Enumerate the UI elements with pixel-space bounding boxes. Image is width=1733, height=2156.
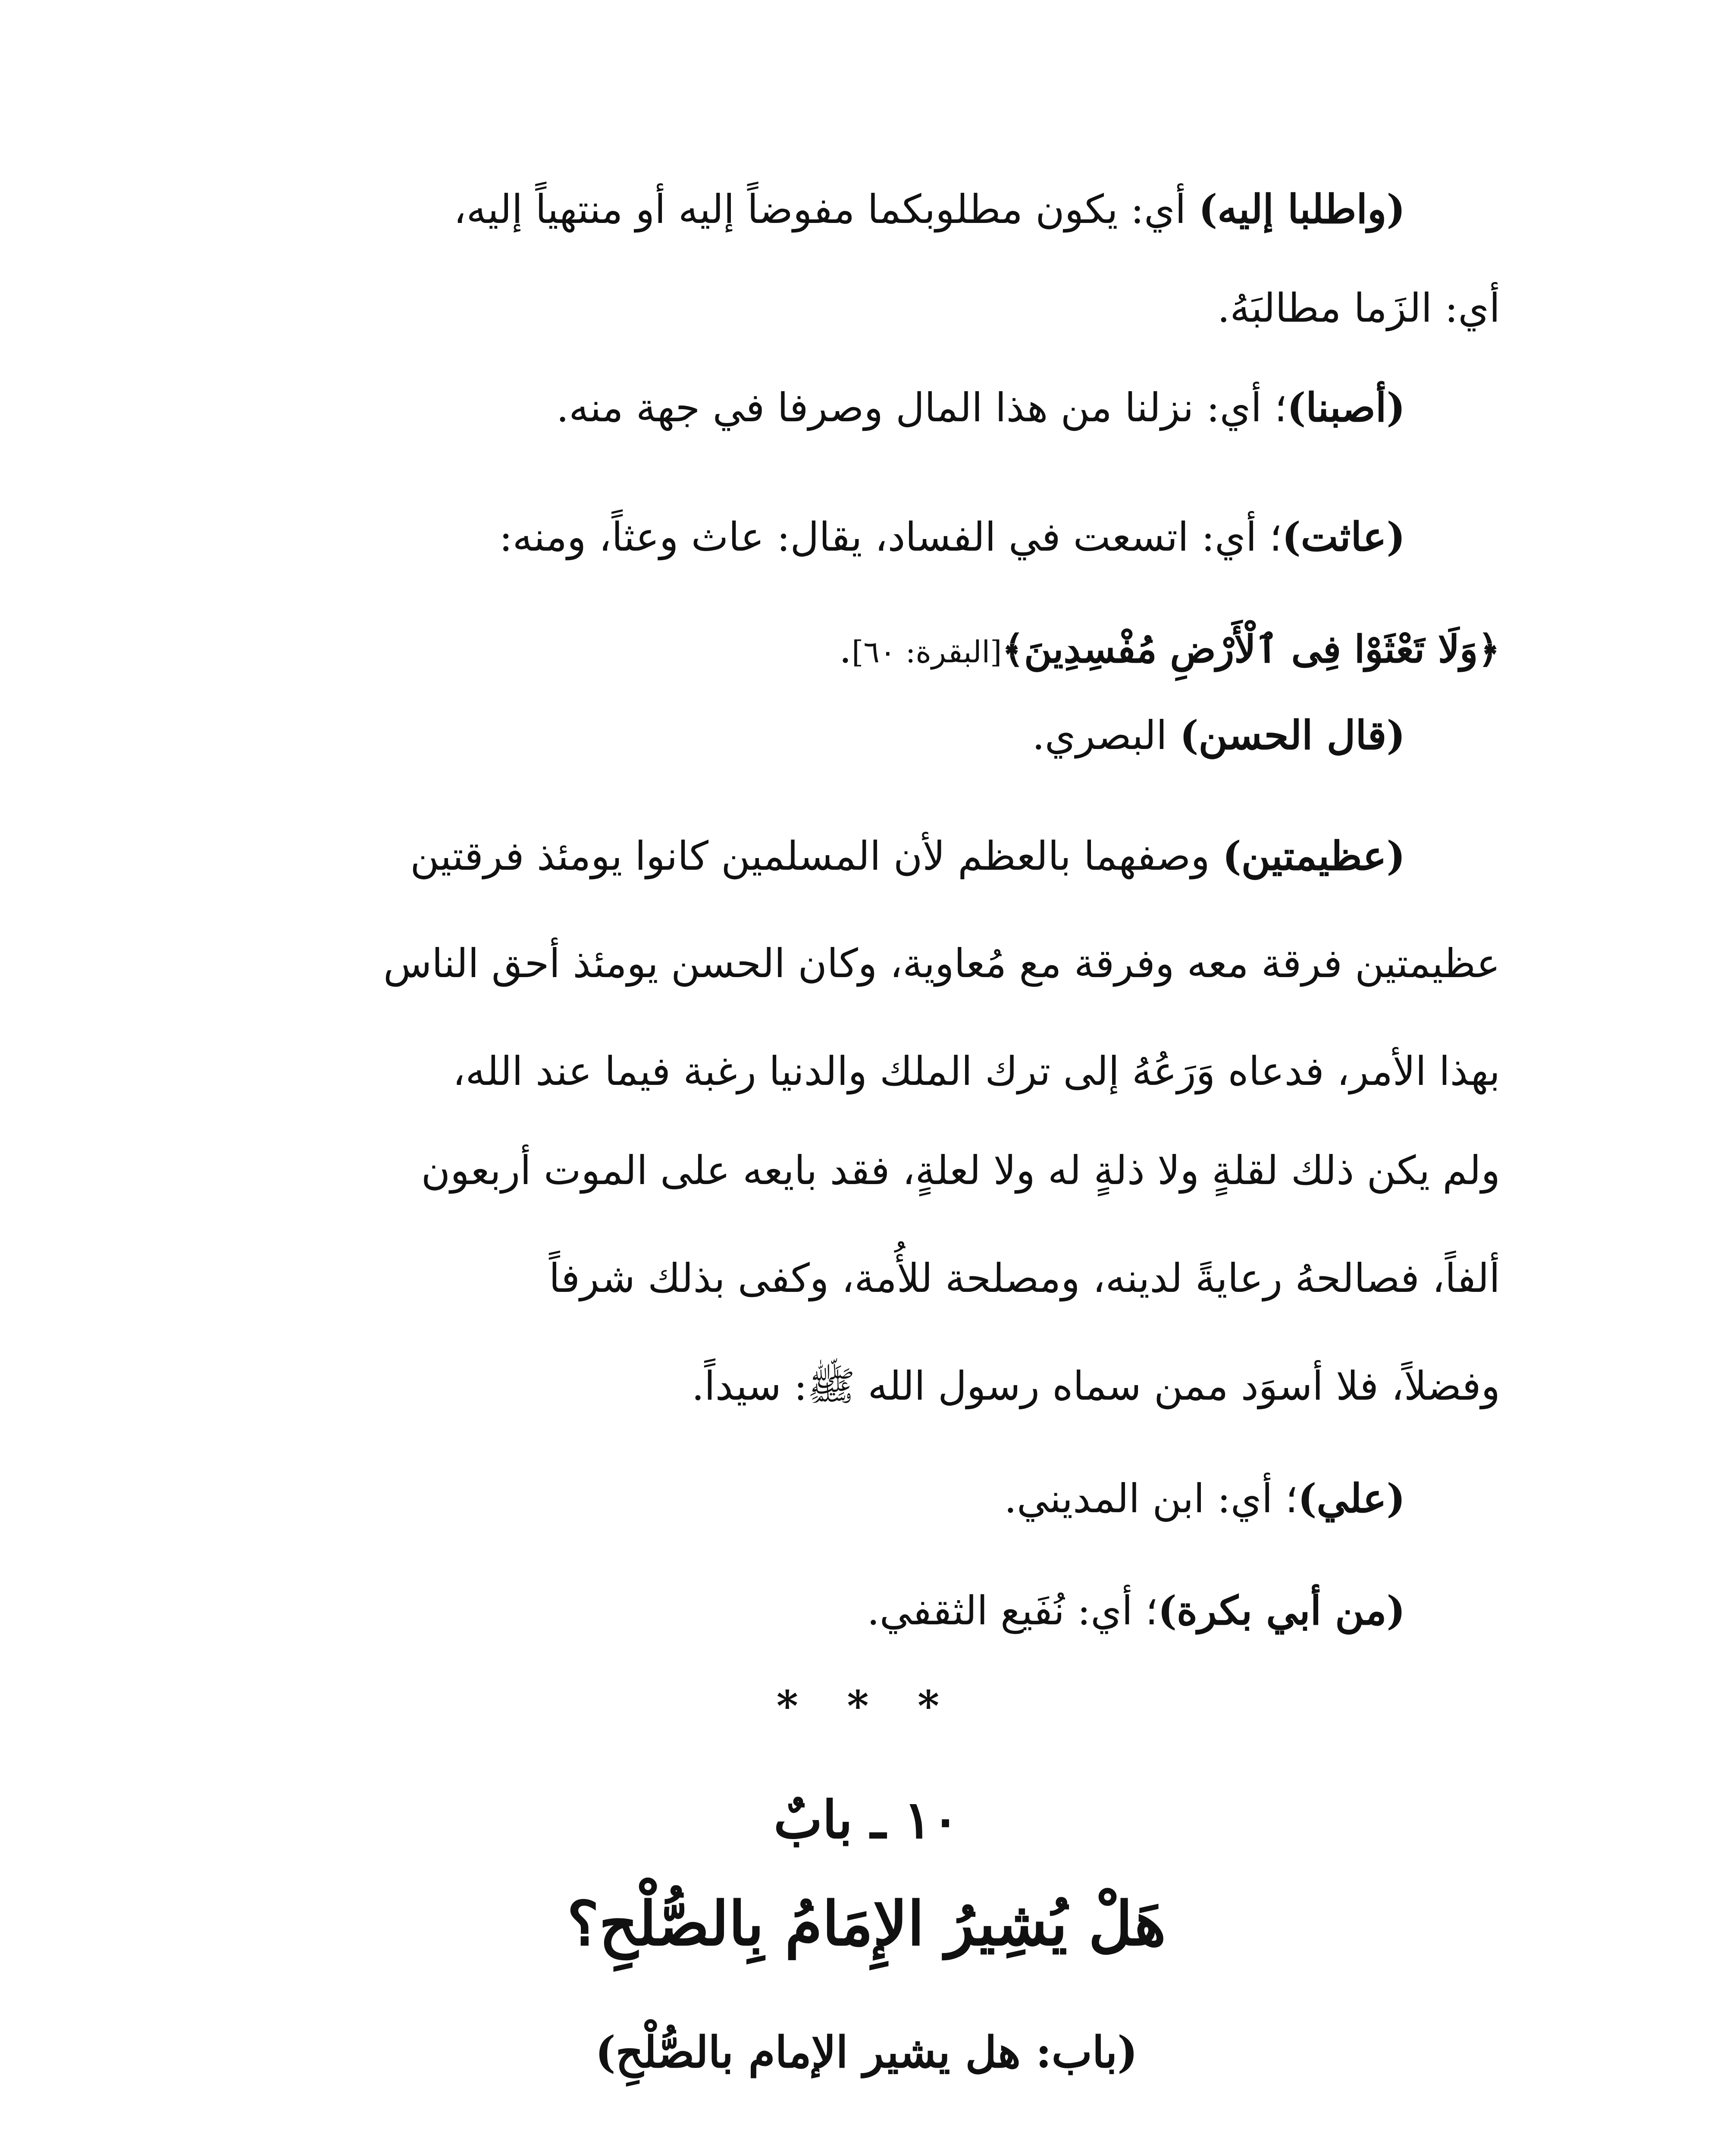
commentary-line-12: [233, 1363, 1500, 1410]
quran-verse: ﴿وَلَا تَعْثَوْا فِى ٱلْأَرْضِ مُفْسِدِينَ﴾: [1002, 627, 1500, 671]
term: (قال الحسن): [1179, 712, 1405, 758]
line-text: ؛ أي: ابن المديني.: [1004, 1476, 1298, 1522]
line-text: بهذا الأمر، فدعاه وَرَعُهُ إلى ترك الملك والدنيا رغبة فيما عند الله،: [452, 1048, 1500, 1094]
section-separator: * * *: [776, 1682, 957, 1730]
term: (واطلبا إليه): [1198, 186, 1405, 232]
term: (علي): [1297, 1475, 1405, 1522]
line-text: ؛ أي: نُفَيع الثقفي.: [867, 1588, 1158, 1634]
line-text: وصفهما بالعظم لأن المسلمين كانوا يومئذ فرقتين: [410, 833, 1223, 879]
line-text: .: [839, 626, 852, 672]
line-text: ألفاً، فصالحهُ رعايةً لدينه، ومصلحة للأُمة، وكفى بذلك شرفاً: [549, 1255, 1500, 1301]
chapter-number: ١٠ ـ بابٌ: [774, 1789, 959, 1850]
commentary-line-2: [233, 285, 1500, 332]
line-text: ؛ أي: اتسعت في الفساد، يقال: عاث وعثاً، ومنه:: [499, 514, 1282, 560]
chapter-subheading: (باب: هل يشير الإمام بالصُّلْحِ): [595, 2027, 1138, 2078]
commentary-line-6: [233, 711, 1405, 759]
line-text: ولم يكن ذلك لقلةٍ ولا ذلةٍ له ولا لعلةٍ، فقد بايعه على الموت أربعون: [421, 1147, 1500, 1194]
verse-reference: [البقرة: ٦٠]: [852, 634, 1002, 670]
line-text: عظيمتين فرقة معه وفرقة مع مُعاوية، وكان الحسن يومئذ أحق الناس: [383, 940, 1500, 987]
line-text: وفضلاً، فلا أسوَد ممن سماه رسول الله ﷺ: سيداً.: [691, 1363, 1500, 1409]
chapter-title: هَلْ يُشِيرُ الإِمَامُ بِالصُّلْحِ؟: [567, 1889, 1166, 1959]
commentary-line-4: [233, 513, 1405, 561]
line-text: البصري.: [1032, 712, 1180, 758]
commentary-line-11: [233, 1255, 1500, 1302]
term: (عظيمتين): [1222, 833, 1405, 879]
commentary-line-13: [233, 1475, 1405, 1523]
commentary-line-1: [233, 185, 1405, 233]
term: (أصبنا): [1287, 384, 1405, 431]
line-text: أي: يكون مطلوبكما مفوضاً إليه أو منتهياً إليه،: [453, 186, 1199, 232]
term: (عاثت): [1282, 514, 1405, 560]
line-text: أي: الزَما مطالبَهُ.: [1217, 285, 1500, 331]
commentary-line-10: [233, 1147, 1500, 1194]
commentary-line-14: [233, 1587, 1405, 1635]
commentary-line-9: [233, 1048, 1500, 1095]
line-text: ؛ أي: نزلنا من هذا المال وصرفا في جهة منه.: [556, 385, 1287, 431]
commentary-line-3: [233, 384, 1405, 432]
commentary-line-8: [233, 940, 1500, 987]
term: (من أبي بكرة): [1158, 1587, 1405, 1634]
commentary-line-7: [233, 832, 1405, 880]
quran-verse-line: [233, 625, 1500, 673]
